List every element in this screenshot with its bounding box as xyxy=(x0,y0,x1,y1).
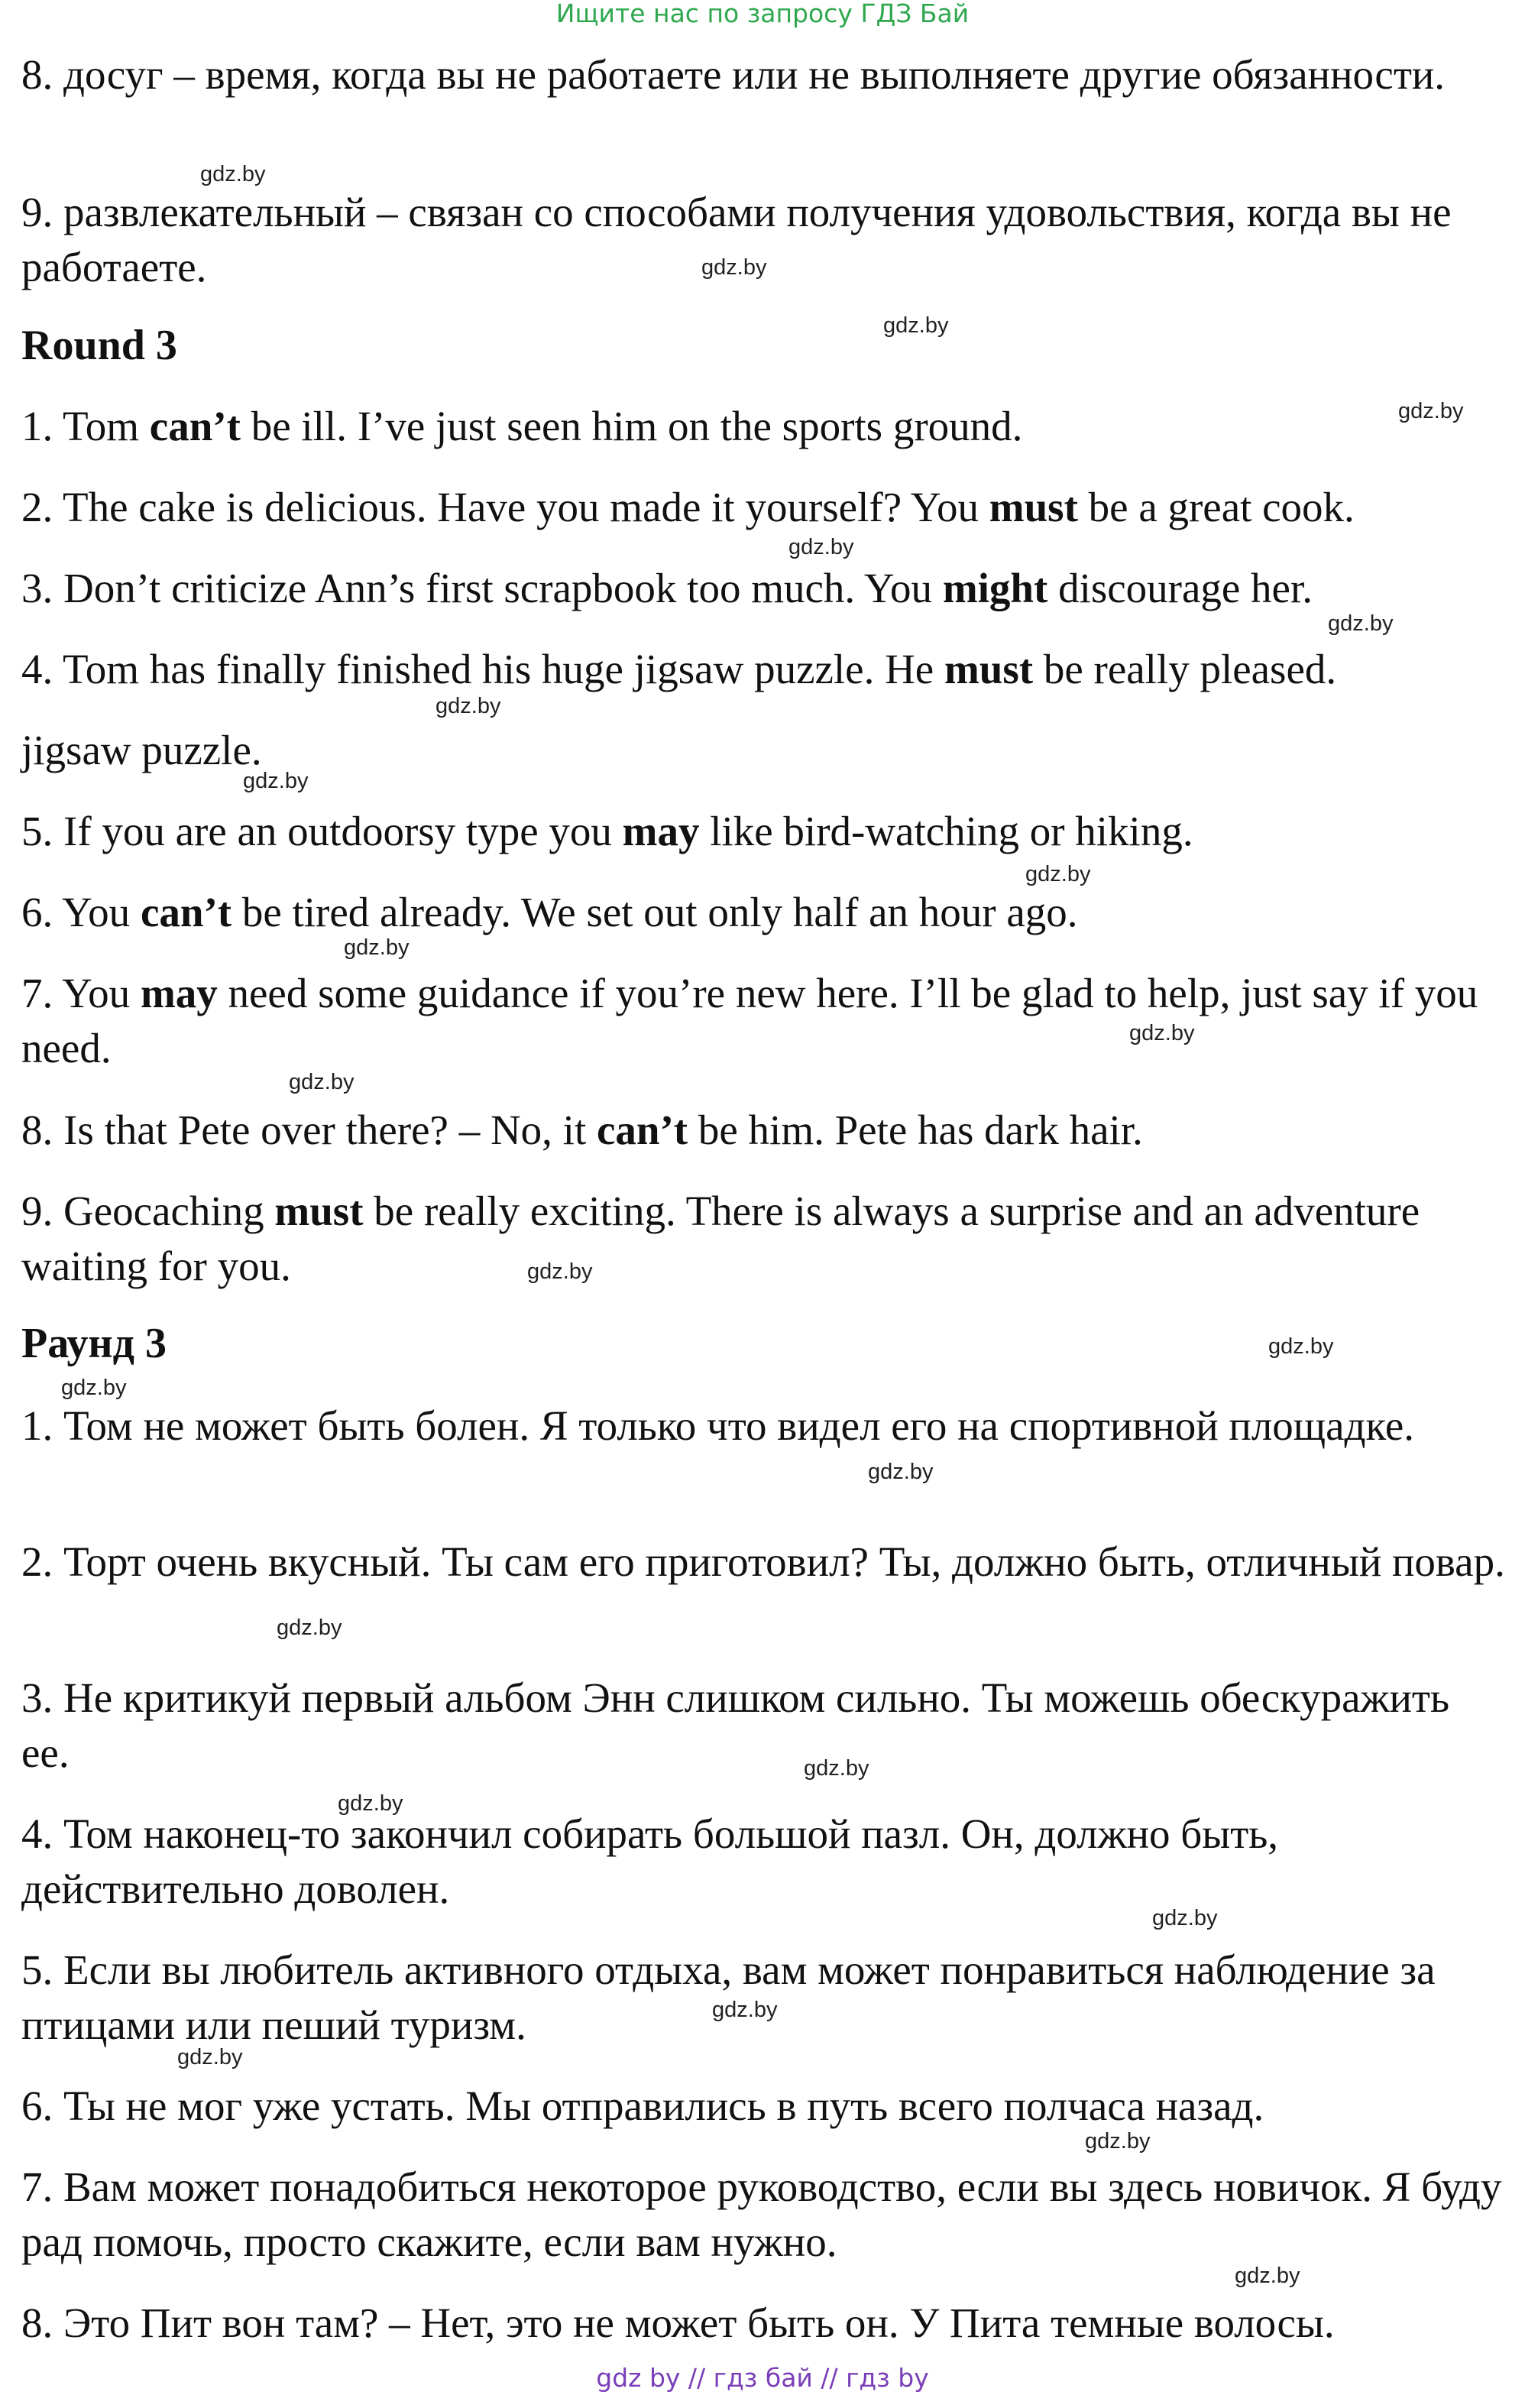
watermark: gdz.by xyxy=(61,1376,127,1400)
watermark: gdz.by xyxy=(712,1998,778,2022)
en-item-4: 4. Tom has finally finished his huge jigsaw puzzle. He must be really pleased. xyxy=(21,646,1337,692)
ru-item-1: 1. Том не может быть болен. Я только что видел его на спортивной площадке. xyxy=(21,1402,1415,1449)
en-item-3: 3. Don’t criticize Ann’s first scrapbook too much. You might discourage her. xyxy=(21,565,1313,611)
watermark: gdz.by xyxy=(788,535,854,559)
watermark: gdz.by xyxy=(1268,1334,1334,1359)
watermark: gdz.by xyxy=(868,1460,934,1484)
watermark: gdz.by xyxy=(338,1791,403,1816)
ru-item-2: 2. Торт очень вкусный. Ты сам его приготовил? Ты, должно быть, отличный повар. xyxy=(21,1538,1505,1585)
en-item-5: 5. If you are an outdoorsy type you may like bird-watching or hiking. xyxy=(21,808,1193,854)
en-item-9: 9. Geocaching must be really exciting. There is always a surprise and an adventure waiting for you. xyxy=(21,1188,1420,1289)
watermark: gdz.by xyxy=(883,313,949,338)
watermark: gdz.by xyxy=(289,1070,355,1094)
ru-item-5: 5. Если вы любитель активного отдыха, вам может понравиться наблюдение за птицами или пеший туризм. xyxy=(21,1946,1436,2048)
watermark: gdz.by xyxy=(527,1259,593,1284)
ru-item-7: 7. Вам может понадобиться некоторое руководство, если вы здесь новичок. Я буду рад помочь, просто скажите, если вам нужно. xyxy=(21,2163,1502,2265)
watermark: gdz.by xyxy=(804,1756,869,1781)
ru-item-4: 4. Том наконец-то закончил собирать большой пазл. Он, должно быть, действительно доволен. xyxy=(21,1810,1279,1912)
watermark: gdz.by xyxy=(1328,611,1394,636)
en-item-1: 1. Tom can’t be ill. I’ve just seen him on the sports ground. xyxy=(21,403,1023,449)
ru-item-6: 6. Ты не мог уже устать. Мы отправились в путь всего полчаса назад. xyxy=(21,2082,1264,2129)
watermark: gdz.by xyxy=(1398,399,1464,423)
ru-item-3: 3. Не критикуй первый альбом Энн слишком сильно. Ты можешь обескуражить ее. xyxy=(21,1674,1450,1776)
section-heading-round-3: Round 3 xyxy=(21,322,177,369)
ru-definition-9: 9. развлекательный – связан со способами получения удовольствия, когда вы не работаете. xyxy=(21,189,1452,290)
ru-definition-8: 8. досуг – время, когда вы не работаете или не выполняете другие обязанности. xyxy=(21,51,1446,98)
watermark: gdz.by xyxy=(200,162,266,186)
page-footer: gdz by // гдз бай // гдз by xyxy=(596,2363,929,2393)
watermark: gdz.by xyxy=(1085,2129,1151,2154)
ru-item-8: 8. Это Пит вон там? – Нет, это не может быть он. У Пита темные волосы. xyxy=(21,2299,1335,2346)
section-heading-raund-3: Раунд 3 xyxy=(21,1320,167,1367)
watermark: gdz.by xyxy=(1129,1021,1195,1045)
watermark: gdz.by xyxy=(1235,2264,1300,2288)
en-item-7: 7. You may need some guidance if you’re new here. I’ll be glad to help, just say if you need. xyxy=(21,970,1478,1071)
watermark: gdz.by xyxy=(1152,1906,1218,1930)
watermark: gdz.by xyxy=(344,935,410,960)
en-item-4-extra: jigsaw puzzle. xyxy=(21,727,262,773)
watermark: gdz.by xyxy=(243,769,309,793)
page-header: Ищите нас по запросу ГДЗ Бай xyxy=(555,0,970,28)
watermark: gdz.by xyxy=(435,694,501,718)
watermark: gdz.by xyxy=(701,255,767,280)
en-item-8: 8. Is that Pete over there? – No, it can’t be him. Pete has dark hair. xyxy=(21,1107,1143,1153)
watermark: gdz.by xyxy=(277,1616,342,1640)
watermark: gdz.by xyxy=(177,2045,243,2069)
en-item-6: 6. You can’t be tired already. We set out only half an hour ago. xyxy=(21,889,1078,935)
watermark: gdz.by xyxy=(1025,862,1091,886)
en-item-2: 2. The cake is delicious. Have you made it yourself? You must be a great cook. xyxy=(21,484,1355,530)
